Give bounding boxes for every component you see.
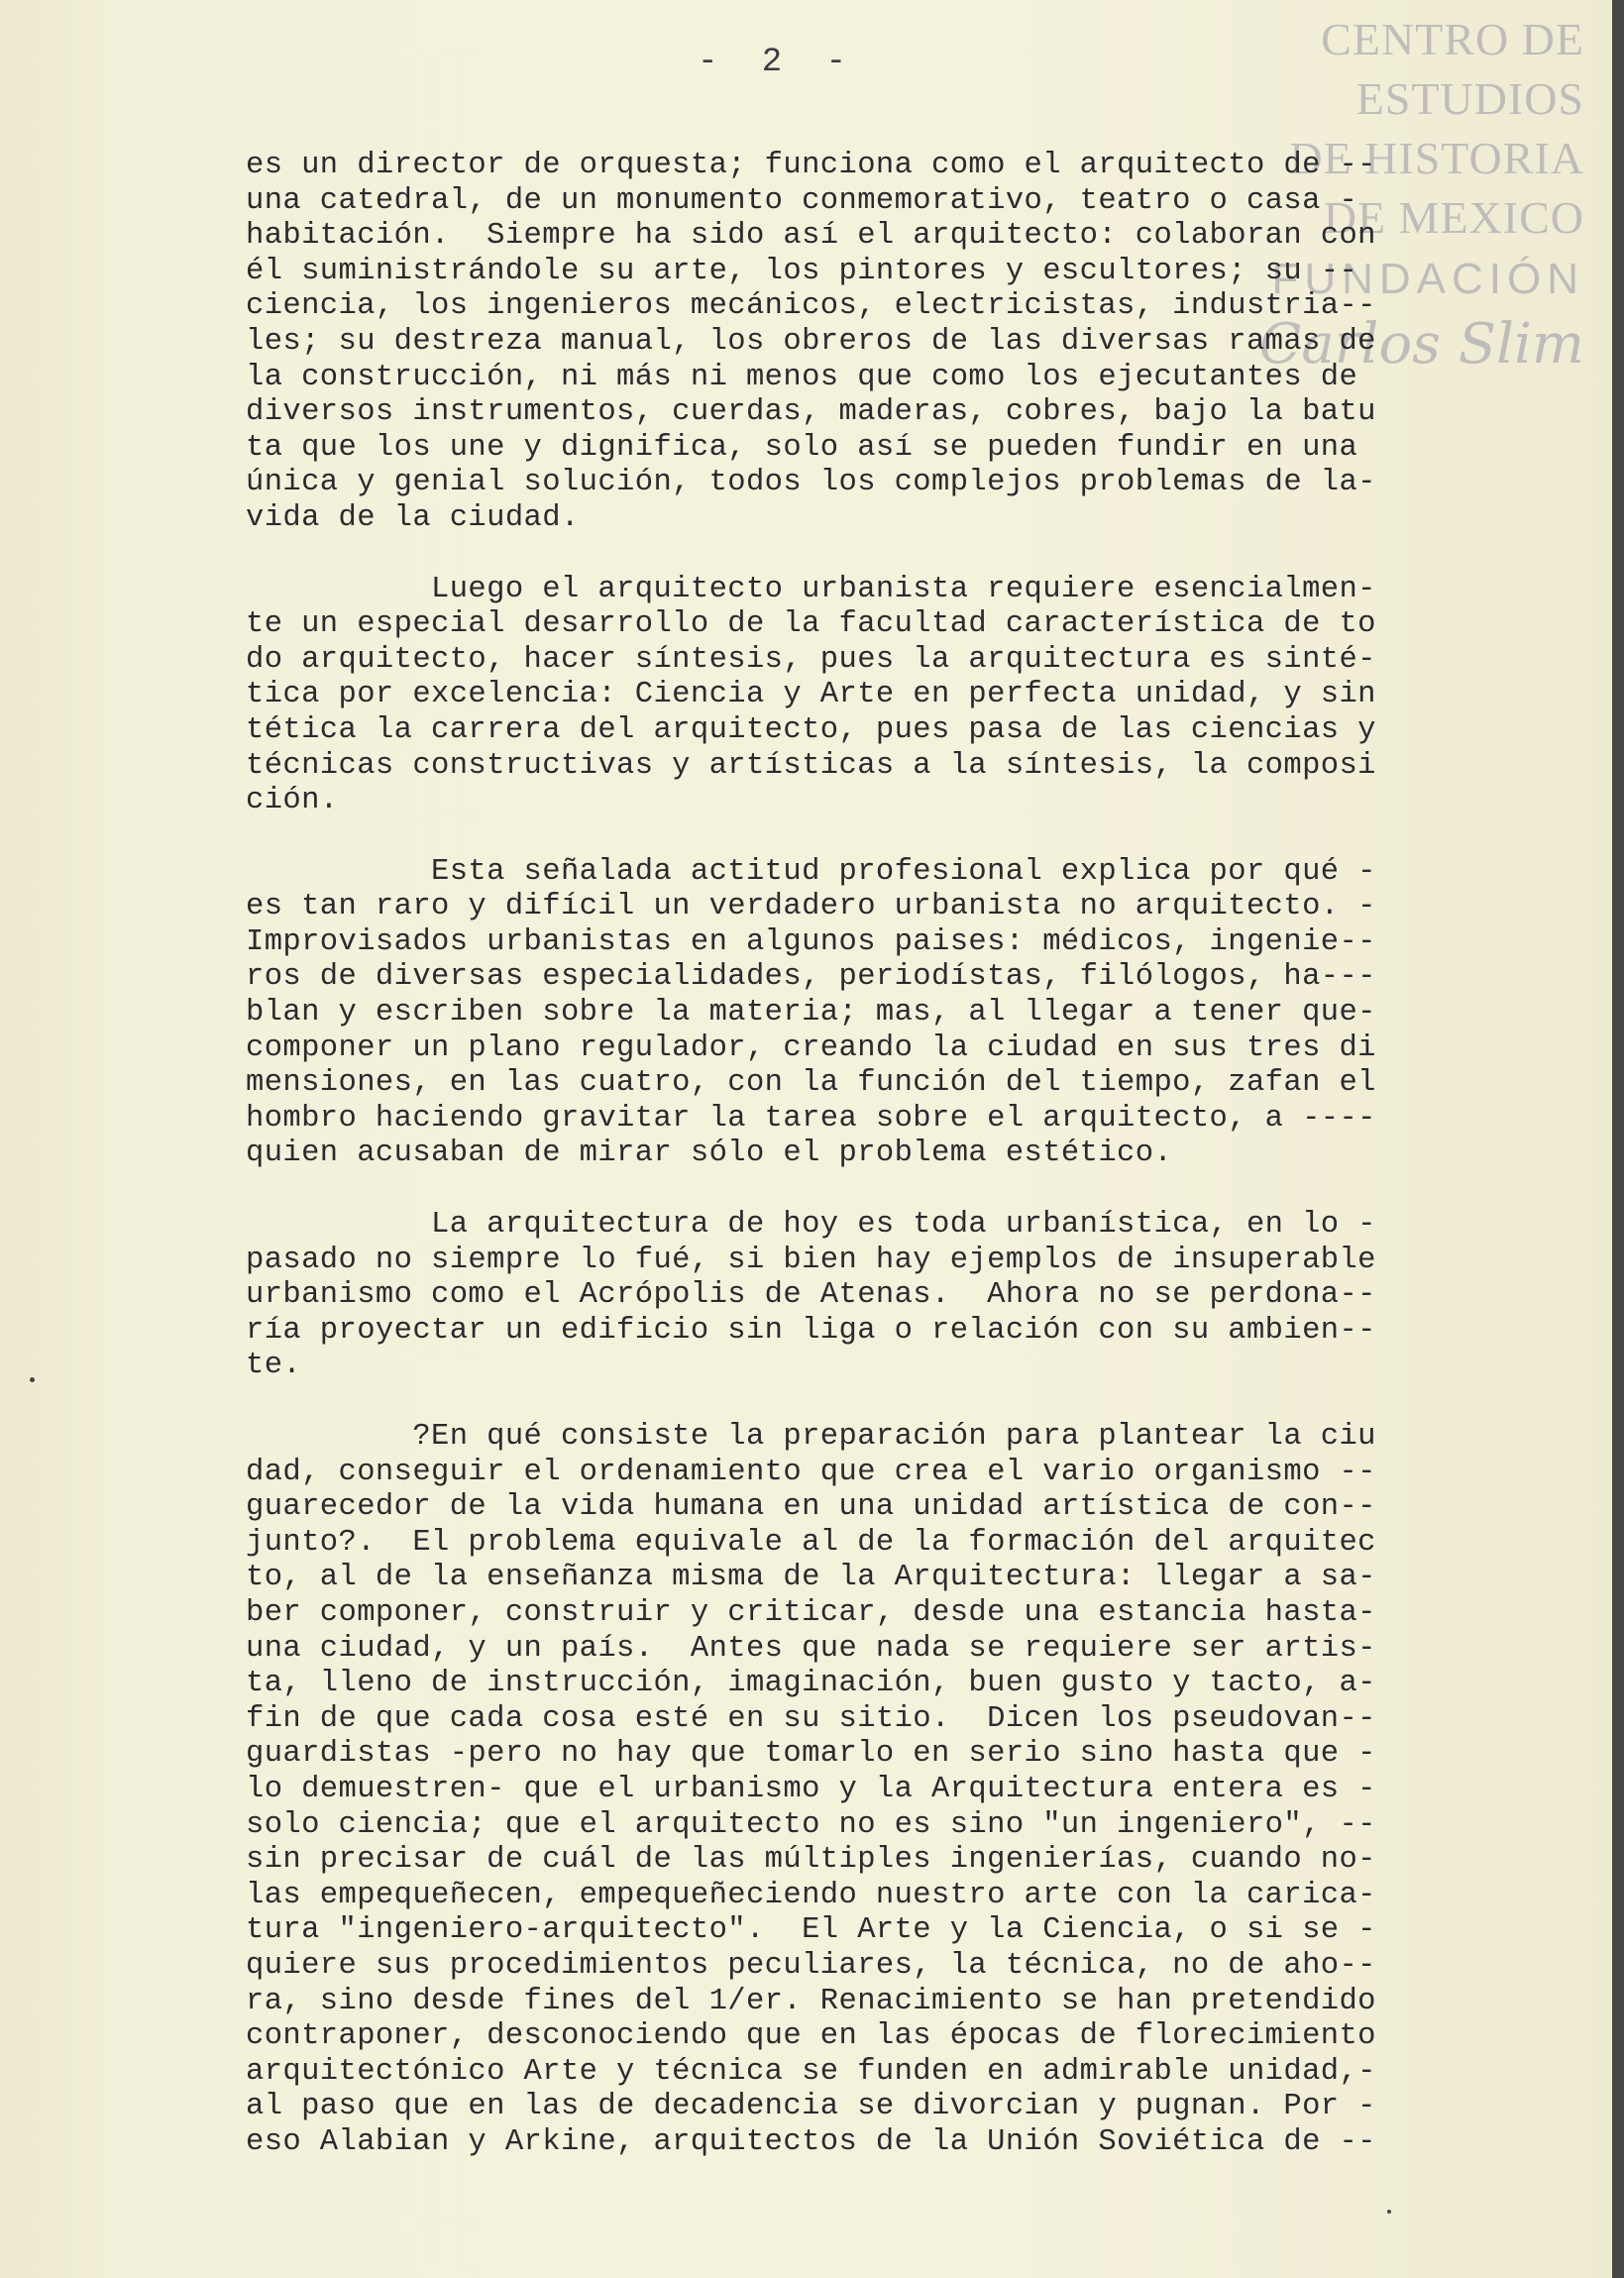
text-line: lo demuestren- que el urbanismo y la Arquitectura entera es -	[246, 1772, 1376, 1806]
text-line: guardistas -pero no hay que tomarlo en serio sino hasta que -	[246, 1737, 1376, 1772]
text-line: una ciudad, y un país. Antes que nada se requiere ser artis-	[246, 1631, 1376, 1666]
text-line: la construcción, ni más ni menos que como los ejecutantes de	[246, 360, 1358, 394]
scan-speck	[1387, 2210, 1391, 2214]
text-line: es un director de orquesta; funciona como el arquitecto de --	[246, 149, 1376, 182]
text-line: te un especial desarrollo de la facultad característica de to	[246, 607, 1376, 642]
text-line: ciencia, los ingenieros mecánicos, electricistas, industria--	[246, 289, 1376, 324]
text-line: habitación. Siempre ha sido así el arquitecto: colaboran con	[246, 219, 1376, 254]
text-line: guarecedor de la vida humana en una unidad artística de con--	[246, 1490, 1376, 1525]
text-line: junto?. El problema equivale al de la formación del arquitec	[246, 1525, 1376, 1560]
paragraph	[246, 855, 1534, 1172]
text-line: vida de la ciudad.	[246, 500, 580, 535]
text-line: mensiones, en las cuatro, con la función del tiempo, zafan el	[246, 1066, 1376, 1101]
text-line: sin precisar de cuál de las múltiples ingenierías, cuando no-	[246, 1843, 1376, 1878]
text-line: ta, lleno de instrucción, imaginación, buen gusto y tacto, a-	[246, 1667, 1376, 1701]
text-line: ta que los une y dignifica, solo así se pueden fundir en una	[246, 430, 1358, 465]
text-line: ber componer, construir y criticar, desde una estancia hasta-	[246, 1595, 1376, 1630]
text-line: es tan raro y difícil un verdadero urbanista no arquitecto. -	[246, 890, 1376, 924]
scan-speck	[30, 1377, 35, 1382]
text-line: pasado no siempre lo fué, si bien hay ejemplos de insuperable	[246, 1243, 1376, 1277]
text-line: ría proyectar un edificio sin liga o relación con su ambien--	[246, 1313, 1376, 1348]
paragraph	[246, 573, 1534, 819]
text-line: Esta señalada actitud profesional explica por qué -	[246, 854, 1376, 889]
text-line: La arquitectura de hoy es toda urbanística, en lo -	[246, 1208, 1376, 1243]
watermark-line: DE MEXICO	[1323, 192, 1584, 243]
watermark-line: CENTRO DE	[1321, 14, 1584, 64]
text-line: técnicas constructivas y artísticas a la síntesis, la composi	[246, 748, 1376, 783]
text-line: eso Alabian y Arkine, arquitectos de la Unión Soviética de --	[246, 2124, 1376, 2159]
text-line: hombro haciendo gravitar la tarea sobre el arquitecto, a ----	[246, 1101, 1376, 1136]
text-line: do arquitecto, hacer síntesis, pues la arquitectura es sinté-	[246, 642, 1376, 677]
paragraph	[246, 1420, 1534, 2160]
text-line: arquitectónico Arte y técnica se funden en admirable unidad,-	[246, 2054, 1376, 2089]
text-line: les; su destreza manual, los obreros de las diversas ramas de	[246, 324, 1376, 359]
text-line: una catedral, de un monumento conmemorativo, teatro o casa -	[246, 183, 1358, 218]
scan-edge	[1612, 0, 1624, 2278]
text-line: ra, sino desde fines del 1/er. Renacimiento se han pretendido	[246, 1984, 1376, 2018]
text-line: solo ciencia; que el arquitecto no es sino "un ingeniero", --	[246, 1807, 1376, 1842]
watermark-line: ESTUDIOS	[1355, 73, 1584, 124]
text-line: dad, conseguir el ordenamiento que crea el vario organismo --	[246, 1455, 1376, 1489]
text-line: tética la carrera del arquitecto, pues pasa de las ciencias y	[246, 712, 1376, 747]
watermark-fundacion: FUNDACIÓN	[1271, 255, 1584, 303]
text-line: quien acusaban de mirar sólo el problema estético.	[246, 1137, 1173, 1171]
text-line: urbanismo como el Acrópolis de Atenas. Ahora no se perdona--	[246, 1278, 1376, 1313]
text-line: blan y escriben sobre la materia; mas, al llegar a tener que-	[246, 996, 1376, 1031]
text-line: Improvisados urbanistas en algunos paises: médicos, ingenie--	[246, 924, 1376, 959]
text-line: ?En qué consiste la preparación para plantear la ciu	[246, 1420, 1376, 1454]
text-line: fin de que cada cosa esté en su sitio. Dicen los pseudovan--	[246, 1701, 1376, 1736]
typed-body-text	[246, 149, 1534, 2196]
watermark-line: DE HISTORIA	[1289, 133, 1584, 183]
watermark-signature: Carlos Slim	[1258, 312, 1584, 377]
text-line: las empequeñecen, empequeñeciendo nuestro arte con la carica-	[246, 1878, 1376, 1912]
text-line: tica por excelencia: Ciencia y Arte en perfecta unidad, y sin	[246, 678, 1376, 712]
text-line: única y genial solución, todos los complejos problemas de la-	[246, 466, 1376, 500]
text-line: tura "ingeniero-arquitecto". El Arte y la Ciencia, o si se -	[246, 1913, 1376, 1948]
text-line: ros de diversas especialidades, periodístas, filólogos, ha---	[246, 960, 1376, 995]
text-line: to, al de la enseñanza misma de la Arquitectura: llegar a sa-	[246, 1561, 1376, 1595]
text-line: diversos instrumentos, cuerdas, maderas, cobres, bajo la batu	[246, 395, 1376, 430]
text-line: Luego el arquitecto urbanista requiere esencialmen-	[246, 572, 1376, 606]
text-line: te.	[246, 1349, 302, 1383]
page-number: - 2 -	[697, 44, 859, 81]
text-line: ción.	[246, 784, 339, 818]
text-line: componer un plano regulador, creando la ciudad en sus tres di	[246, 1031, 1376, 1065]
text-line: quiere sus procedimientos peculiares, la técnica, no de aho--	[246, 1948, 1376, 1983]
text-line: al paso que en las de decadencia se divorcian y pugnan. Por -	[246, 2090, 1376, 2124]
paragraph	[246, 1208, 1534, 1384]
paragraph	[246, 149, 1534, 537]
text-line: él suministrándole su arte, los pintores y escultores; su --	[246, 254, 1358, 288]
text-line: contraponer, desconociendo que en las épocas de florecimiento	[246, 2019, 1376, 2054]
